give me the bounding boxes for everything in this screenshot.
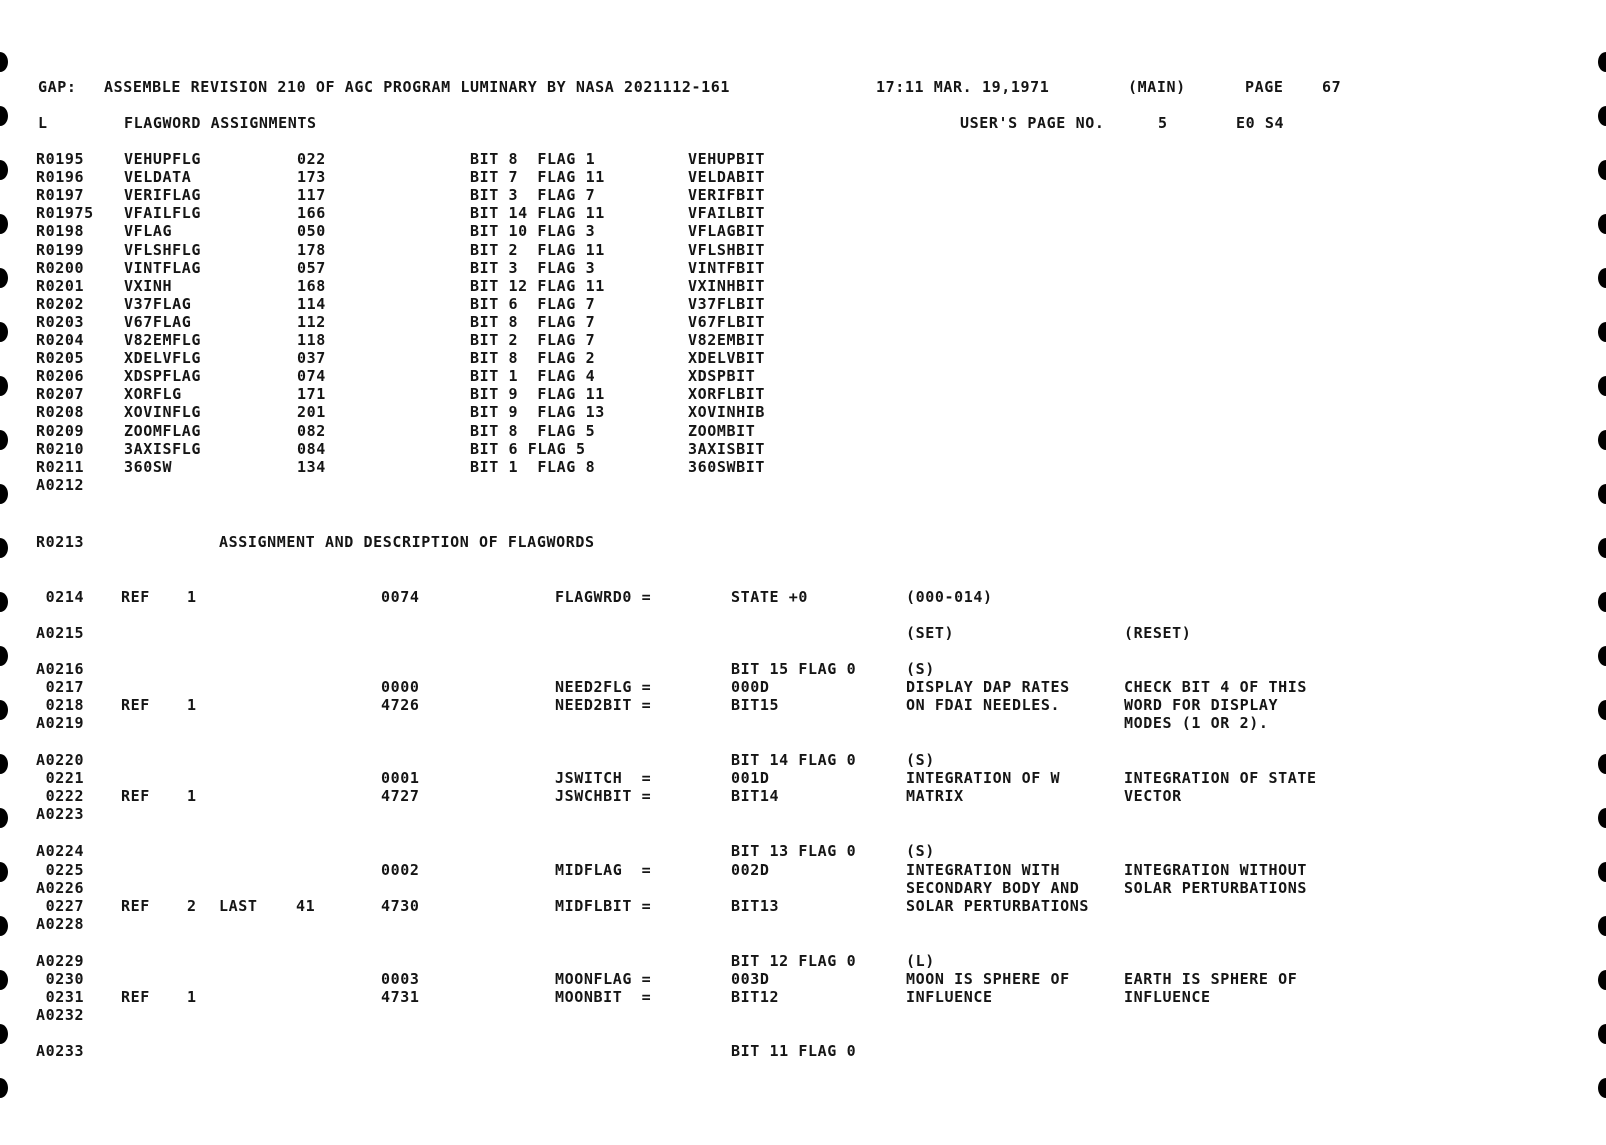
flag-bit: BIT 8 FLAG 2 bbox=[470, 349, 596, 368]
flag-num: 057 bbox=[297, 258, 326, 277]
listing-addr: 4726 bbox=[381, 696, 420, 714]
flag-line: R0202 bbox=[36, 294, 85, 313]
flag-num: 117 bbox=[297, 186, 326, 205]
flag-bit: BIT 8 FLAG 5 bbox=[470, 421, 596, 440]
flag-name: VFAILFLG bbox=[124, 204, 202, 223]
listing-line: 0221 bbox=[36, 769, 85, 787]
listing-reset: SOLAR PERTURBATIONS bbox=[1124, 879, 1307, 897]
flag-line: R0207 bbox=[36, 385, 85, 404]
header-segment: (MAIN) bbox=[1128, 78, 1186, 96]
header-timestamp: 17:11 MAR. 19,1971 bbox=[876, 78, 1050, 96]
feed-hole bbox=[0, 538, 8, 558]
listing-line: 0230 bbox=[36, 970, 85, 988]
flag-name: 360SW bbox=[124, 457, 173, 476]
flag-name: VINTFLAG bbox=[124, 258, 202, 277]
flag-num: 178 bbox=[297, 240, 326, 259]
header-page-label: PAGE bbox=[1245, 78, 1284, 96]
listing-line: A0219 bbox=[36, 714, 85, 732]
feed-hole bbox=[1598, 592, 1606, 612]
feed-hole bbox=[0, 970, 8, 990]
listing-line: A0220 bbox=[36, 751, 85, 769]
listing-set: (S) bbox=[906, 842, 935, 860]
listing-addr: 4727 bbox=[381, 787, 420, 805]
listing-label: NEED2BIT = bbox=[555, 696, 652, 714]
listing-reset: INTEGRATION OF STATE bbox=[1124, 769, 1317, 787]
flag-bitname: 3AXISBIT bbox=[688, 439, 766, 458]
feed-hole bbox=[0, 214, 8, 234]
listing-operand: BIT15 bbox=[731, 696, 780, 714]
feed-hole bbox=[0, 916, 8, 936]
listing-refnum: 1 bbox=[187, 787, 197, 805]
feed-hole bbox=[0, 106, 8, 126]
flag-bit: BIT 9 FLAG 13 bbox=[470, 403, 605, 422]
flag-bitname: XORFLBIT bbox=[688, 385, 766, 404]
flag-bit: BIT 12 FLAG 11 bbox=[470, 276, 605, 295]
listing-set: MATRIX bbox=[906, 787, 964, 805]
feed-hole bbox=[0, 268, 8, 288]
listing-line: A0215 bbox=[36, 624, 85, 642]
listing-operand: 001D bbox=[731, 769, 770, 787]
flag-name: V67FLAG bbox=[124, 312, 192, 331]
flag-num: 201 bbox=[297, 403, 326, 422]
listing-addr: 0074 bbox=[381, 588, 420, 606]
listing-operand: BIT12 bbox=[731, 988, 780, 1006]
flag-name: XORFLG bbox=[124, 385, 182, 404]
listing-set: (000-014) bbox=[906, 588, 993, 606]
listing-label: JSWITCH = bbox=[555, 769, 652, 787]
feed-hole bbox=[0, 430, 8, 450]
subheader-user-page-label: USER'S PAGE NO. bbox=[960, 114, 1105, 132]
flag-num: 022 bbox=[297, 150, 326, 168]
flag-bitname: VFAILBIT bbox=[688, 204, 766, 223]
listing-line: A0232 bbox=[36, 1006, 85, 1024]
flag-line: R0204 bbox=[36, 331, 85, 349]
flag-bitname: XDSPBIT bbox=[688, 367, 756, 386]
listing-operand: STATE +0 bbox=[731, 588, 809, 606]
listing-set: (L) bbox=[906, 952, 935, 970]
flag-name: VXINH bbox=[124, 276, 173, 295]
listing-reset: EARTH IS SPHERE OF bbox=[1124, 970, 1298, 988]
feed-hole bbox=[0, 646, 8, 666]
flag-name: XOVINFLG bbox=[124, 403, 202, 422]
feed-hole bbox=[1598, 106, 1606, 126]
feed-hole bbox=[0, 484, 8, 504]
flag-bitname: VINTFBIT bbox=[688, 258, 766, 277]
flag-bitname: ZOOMBIT bbox=[688, 421, 756, 440]
flag-bit: BIT 2 FLAG 7 bbox=[470, 331, 596, 349]
flag-line: R0205 bbox=[36, 349, 85, 368]
flag-line: R01975 bbox=[36, 204, 94, 223]
flag-bitname: VFLSHBIT bbox=[688, 240, 766, 259]
listing-refnum: 2 bbox=[187, 897, 197, 915]
listing-operand: BIT 15 FLAG 0 bbox=[731, 660, 857, 678]
feed-hole bbox=[0, 322, 8, 342]
flag-bit: BIT 10 FLAG 3 bbox=[470, 222, 596, 241]
listing-line: 0218 bbox=[36, 696, 85, 714]
listing-set: MOON IS SPHERE OF bbox=[906, 970, 1070, 988]
listing-reset: INFLUENCE bbox=[1124, 988, 1211, 1006]
flag-line: R0203 bbox=[36, 312, 85, 331]
listing-refnum: 1 bbox=[187, 696, 197, 714]
listing-operand: BIT 14 FLAG 0 bbox=[731, 751, 857, 769]
listing-operand: 000D bbox=[731, 678, 770, 696]
listing-reset: MODES (1 OR 2). bbox=[1124, 714, 1269, 732]
feed-hole bbox=[1598, 322, 1606, 342]
listing-refnum: 1 bbox=[187, 588, 197, 606]
listing-reset: (RESET) bbox=[1124, 624, 1192, 642]
listing-operand: 002D bbox=[731, 861, 770, 879]
listing-reset: INTEGRATION WITHOUT bbox=[1124, 861, 1307, 879]
listing-label: MOONBIT = bbox=[555, 988, 652, 1006]
section-line-number: R0213 bbox=[36, 533, 85, 551]
feed-hole bbox=[1598, 430, 1606, 450]
flag-bitname: XOVINHIB bbox=[688, 403, 766, 422]
feed-hole bbox=[0, 52, 8, 72]
feed-hole bbox=[1598, 214, 1606, 234]
listing-line: 0225 bbox=[36, 861, 85, 879]
feed-hole bbox=[1598, 754, 1606, 774]
listing-line: 0222 bbox=[36, 787, 85, 805]
flag-num: 166 bbox=[297, 204, 326, 223]
listing-set: (S) bbox=[906, 660, 935, 678]
flag-num: 168 bbox=[297, 276, 326, 295]
flag-line: R0209 bbox=[36, 421, 85, 440]
section-title: ASSIGNMENT AND DESCRIPTION OF FLAGWORDS bbox=[219, 533, 595, 551]
flag-num: 082 bbox=[297, 421, 326, 440]
listing-label: NEED2FLG = bbox=[555, 678, 652, 696]
listing-ref: REF bbox=[121, 787, 150, 805]
flag-bitname: VFLAGBIT bbox=[688, 222, 766, 241]
listing-line: A0223 bbox=[36, 805, 85, 823]
flag-num: 173 bbox=[297, 168, 326, 187]
flag-name: V37FLAG bbox=[124, 294, 192, 313]
flag-name: XDELVFLG bbox=[124, 349, 202, 368]
listing-operand: BIT 12 FLAG 0 bbox=[731, 952, 857, 970]
feed-hole bbox=[0, 862, 8, 882]
listing-set: ON FDAI NEEDLES. bbox=[906, 696, 1061, 714]
listing-line: A0233 bbox=[36, 1042, 85, 1060]
feed-hole bbox=[1598, 52, 1606, 72]
listing-reset: WORD FOR DISPLAY bbox=[1124, 696, 1279, 714]
feed-hole bbox=[0, 592, 8, 612]
flag-bit: BIT 3 FLAG 7 bbox=[470, 186, 596, 205]
flag-line: R0199 bbox=[36, 240, 85, 259]
feed-hole bbox=[1598, 1024, 1606, 1044]
listing-set: (S) bbox=[906, 751, 935, 769]
flag-bit: BIT 8 FLAG 7 bbox=[470, 312, 596, 331]
listing-last: LAST bbox=[219, 897, 258, 915]
flag-num: 118 bbox=[297, 331, 326, 349]
feed-hole bbox=[0, 700, 8, 720]
listing-line: 0214 bbox=[36, 588, 85, 606]
flag-num: 074 bbox=[297, 367, 326, 386]
feed-hole bbox=[0, 160, 8, 180]
feed-hole bbox=[1598, 862, 1606, 882]
feed-hole bbox=[1598, 160, 1606, 180]
flag-name: XDSPFLAG bbox=[124, 367, 202, 386]
feed-hole bbox=[1598, 268, 1606, 288]
listing-refnum: 1 bbox=[187, 988, 197, 1006]
listing-addr: 0002 bbox=[381, 861, 420, 879]
flag-name: VERIFLAG bbox=[124, 186, 202, 205]
flag-num: 171 bbox=[297, 385, 326, 404]
listing-line: A0229 bbox=[36, 952, 85, 970]
flag-line: R0210 bbox=[36, 439, 85, 458]
feed-hole bbox=[1598, 700, 1606, 720]
listing-set: INFLUENCE bbox=[906, 988, 993, 1006]
flag-bit: BIT 7 FLAG 11 bbox=[470, 168, 605, 187]
flag-line: R0208 bbox=[36, 403, 85, 422]
feed-hole bbox=[1598, 1078, 1606, 1098]
feed-hole bbox=[0, 754, 8, 774]
flag-num: 050 bbox=[297, 222, 326, 241]
listing-reset: VECTOR bbox=[1124, 787, 1182, 805]
flag-num: 134 bbox=[297, 457, 326, 476]
flag-num: 037 bbox=[297, 349, 326, 368]
flag-bitname: VXINHBIT bbox=[688, 276, 766, 295]
listing-set: INTEGRATION OF W bbox=[906, 769, 1061, 787]
flag-bit: BIT 14 FLAG 11 bbox=[470, 204, 605, 223]
header-gap: GAP: bbox=[38, 78, 77, 96]
flag-line: R0206 bbox=[36, 367, 85, 386]
listing-operand: BIT13 bbox=[731, 897, 780, 915]
listing-operand: BIT 11 FLAG 0 bbox=[731, 1042, 857, 1060]
listing-set: DISPLAY DAP RATES bbox=[906, 678, 1070, 696]
flag-bitname: V37FLBIT bbox=[688, 294, 766, 313]
flag-line: R0196 bbox=[36, 168, 85, 187]
flag-line: A0212 bbox=[36, 475, 85, 494]
flag-bitname: V82EMBIT bbox=[688, 331, 766, 349]
listing-set: (SET) bbox=[906, 624, 955, 642]
feed-hole bbox=[0, 1078, 8, 1098]
flag-bit: BIT 9 FLAG 11 bbox=[470, 385, 605, 404]
listing-line: 0231 bbox=[36, 988, 85, 1006]
listing-label: MIDFLAG = bbox=[555, 861, 652, 879]
header-page-number: 67 bbox=[1322, 78, 1342, 96]
flag-name: ZOOMFLAG bbox=[124, 421, 202, 440]
listing-set: INTEGRATION WITH bbox=[906, 861, 1061, 879]
listing-set: SECONDARY BODY AND bbox=[906, 879, 1080, 897]
listing-lastnum: 41 bbox=[296, 897, 316, 915]
listing-addr: 0001 bbox=[381, 769, 420, 787]
subheader-code: E0 S4 bbox=[1236, 114, 1285, 132]
feed-hole bbox=[1598, 646, 1606, 666]
flag-num: 084 bbox=[297, 439, 326, 458]
listing-line: A0226 bbox=[36, 879, 85, 897]
listing-operand: BIT 13 FLAG 0 bbox=[731, 842, 857, 860]
listing-addr: 0003 bbox=[381, 970, 420, 988]
flag-bit: BIT 6 FLAG 7 bbox=[470, 294, 596, 313]
listing-label: JSWCHBIT = bbox=[555, 787, 652, 805]
listing-set: SOLAR PERTURBATIONS bbox=[906, 897, 1089, 915]
flag-bitname: XDELVBIT bbox=[688, 349, 766, 368]
flag-line: R0198 bbox=[36, 222, 85, 241]
flag-num: 114 bbox=[297, 294, 326, 313]
flag-bit: BIT 1 FLAG 4 bbox=[470, 367, 596, 386]
listing-ref: REF bbox=[121, 588, 150, 606]
listing-ref: REF bbox=[121, 988, 150, 1006]
listing-ref: REF bbox=[121, 696, 150, 714]
listing-ref: REF bbox=[121, 897, 150, 915]
flag-bitname: V67FLBIT bbox=[688, 312, 766, 331]
listing-reset: CHECK BIT 4 OF THIS bbox=[1124, 678, 1307, 696]
listing-label: MOONFLAG = bbox=[555, 970, 652, 988]
flag-bit: BIT 8 FLAG 1 bbox=[470, 150, 596, 168]
flag-name: VEHUPFLG bbox=[124, 150, 202, 168]
flag-name: 3AXISFLG bbox=[124, 439, 202, 458]
subheader-marker: L bbox=[38, 114, 48, 132]
feed-hole bbox=[1598, 484, 1606, 504]
listing-label: MIDFLBIT = bbox=[555, 897, 652, 915]
listing-line: A0224 bbox=[36, 842, 85, 860]
flag-bit: BIT 1 FLAG 8 bbox=[470, 457, 596, 476]
flag-bitname: VEHUPBIT bbox=[688, 150, 766, 168]
feed-hole bbox=[1598, 538, 1606, 558]
flag-bit: BIT 6 FLAG 5 bbox=[470, 439, 586, 458]
flag-line: R0211 bbox=[36, 457, 85, 476]
flag-line: R0195 bbox=[36, 150, 85, 168]
flag-bit: BIT 3 FLAG 3 bbox=[470, 258, 596, 277]
feed-hole bbox=[0, 1024, 8, 1044]
flag-line: R0200 bbox=[36, 258, 85, 277]
flag-bit: BIT 2 FLAG 11 bbox=[470, 240, 605, 259]
listing-addr: 4731 bbox=[381, 988, 420, 1006]
listing-line: A0228 bbox=[36, 915, 85, 933]
subheader-section: FLAGWORD ASSIGNMENTS bbox=[124, 114, 317, 132]
flag-bitname: VERIFBIT bbox=[688, 186, 766, 205]
feed-hole bbox=[0, 376, 8, 396]
subheader-user-page-number: 5 bbox=[1158, 114, 1168, 132]
header-title: ASSEMBLE REVISION 210 OF AGC PROGRAM LUMINARY BY NASA 2021112-161 bbox=[104, 78, 730, 96]
flag-name: V82EMFLG bbox=[124, 331, 202, 349]
flag-line: R0201 bbox=[36, 276, 85, 295]
feed-hole bbox=[0, 808, 8, 828]
listing-line: A0216 bbox=[36, 660, 85, 678]
flag-name: VFLSHFLG bbox=[124, 240, 202, 259]
listing-addr: 0000 bbox=[381, 678, 420, 696]
flag-name: VELDATA bbox=[124, 168, 192, 187]
flag-bitname: 360SWBIT bbox=[688, 457, 766, 476]
listing-line: 0227 bbox=[36, 897, 85, 915]
feed-hole bbox=[1598, 970, 1606, 990]
listing-label: FLAGWRD0 = bbox=[555, 588, 652, 606]
listing-operand: 003D bbox=[731, 970, 770, 988]
flag-line: R0197 bbox=[36, 186, 85, 205]
listing-operand: BIT14 bbox=[731, 787, 780, 805]
flag-num: 112 bbox=[297, 312, 326, 331]
feed-hole bbox=[1598, 916, 1606, 936]
listing-line: 0217 bbox=[36, 678, 85, 696]
flag-bitname: VELDABIT bbox=[688, 168, 766, 187]
feed-hole bbox=[1598, 808, 1606, 828]
flag-name: VFLAG bbox=[124, 222, 173, 241]
feed-hole bbox=[1598, 376, 1606, 396]
listing-addr: 4730 bbox=[381, 897, 420, 915]
